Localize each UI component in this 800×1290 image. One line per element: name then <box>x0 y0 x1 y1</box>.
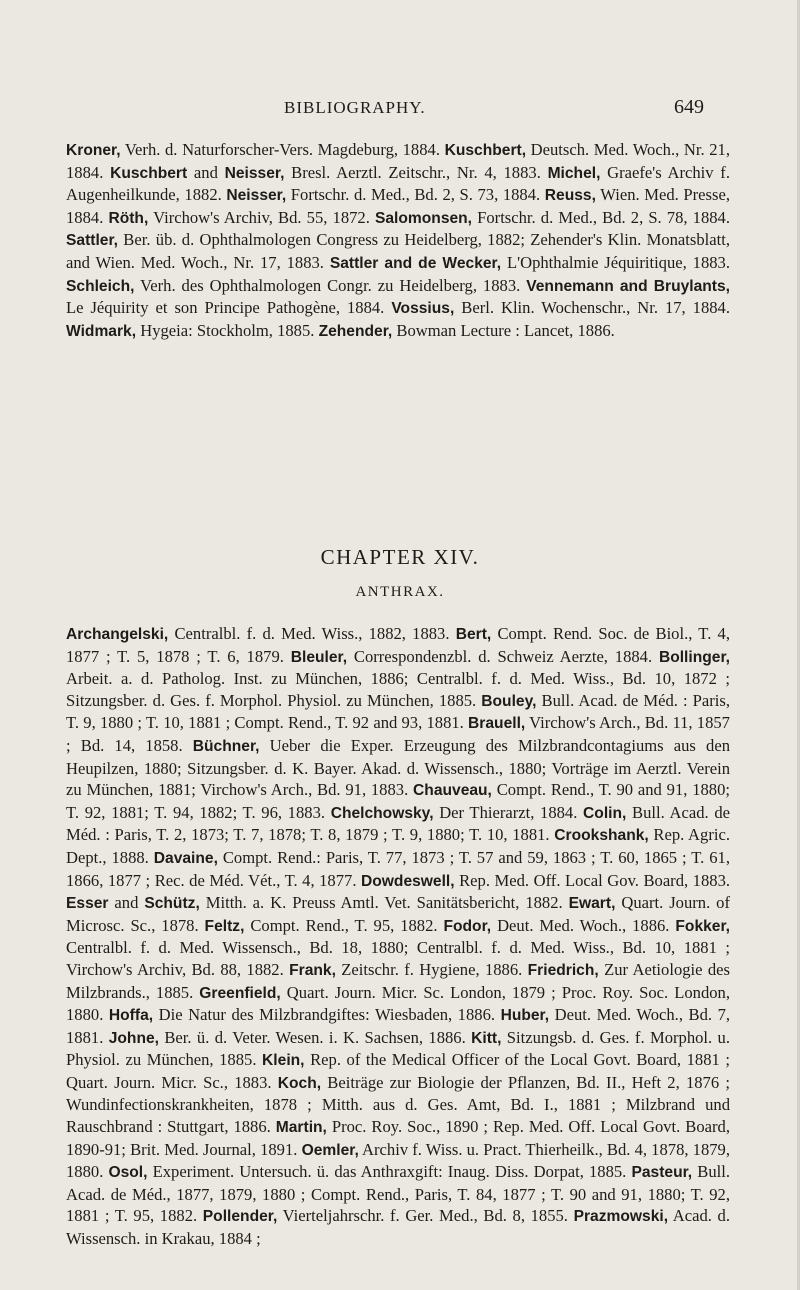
entry-citation: Der Thierarzt, 1884. <box>433 802 584 822</box>
entry-author: Prazmowski, <box>573 1208 669 1226</box>
running-title: BIBLIOGRAPHY. <box>284 98 426 117</box>
entry-citation: Compt. Rend., T. 95, 1882. <box>244 915 444 935</box>
entry-citation: Verh. des Ophthalmologen Congr. zu Heidelberg, 1883. <box>134 275 527 295</box>
entry-author: Ewart, <box>568 895 616 913</box>
entry-author: Michel, <box>547 164 601 182</box>
entry-citation: Rep. of the Medical Officer of the Local Govt. Board, 1881 ; Quart. Journ. Micr. Sc., 1883. <box>66 1050 730 1092</box>
entry-citation: Virchow's Archiv, Bd. 55, 1872. <box>148 207 375 227</box>
entry-citation: Graefe's Archiv f. Augenheilkunde, 1882. <box>66 162 730 205</box>
entry-author: Davaine, <box>153 849 218 867</box>
entry-author: Dowdeswell, <box>361 872 455 890</box>
entry-citation: Bull. Acad. de Méd. : Paris, T. 2, 1873; T. 7, 1878; T. 8, 1879 ; T. 9, 1880; T. 10, 1881. <box>66 802 730 845</box>
entry-citation: Compt. Rend., T. 90 and 91, 1880; T. 92, 1881; T. 94, 1882; T. 96, 1883. <box>66 780 730 822</box>
entry-author: Martin, <box>275 1119 327 1137</box>
bibliography-entry <box>226 185 544 204</box>
entry-citation: Beiträge zur Biologie der Pflanzen, Bd. II., Heft 2, 1876 ; Wundinfectionskrankheiten, 1878 ; Mitth. aus d. Ges. Amt, Bd. I., 1881 ; Milzbrand und Rauschbrand : Stuttgart, 1886. <box>66 1072 730 1137</box>
entry-citation: Le Jéquirity et son Principe Pathogène, 1884. <box>66 298 392 318</box>
entry-citation: Berl. Klin. Wochenschr., Nr. 17, 1884. <box>454 298 730 318</box>
bibliography-entry <box>144 893 568 912</box>
entry-author: Colin, <box>583 804 627 822</box>
bibliography-entry <box>291 647 659 666</box>
entry-author: Huber, <box>500 1007 550 1025</box>
entry-author: Feltz, <box>204 917 245 935</box>
entry-author: Bleuler, <box>290 648 348 666</box>
entry-citation: Arbeit. a. d. Patholog. Inst. zu München, 1886; Centralbl. f. d. Med. Wiss., Bd. 10, 1872 ; Sitzungsber. d. Ges. f. Morphol. Physiol. zu München, 1885. <box>66 669 730 710</box>
entry-author: Pollender, <box>202 1208 278 1226</box>
entry-citation: Quart. Journ. of Microsc. Sc., 1878. <box>66 893 730 935</box>
entry-author: Brauell, <box>468 715 526 733</box>
bibliography-entry <box>66 140 445 159</box>
entry-citation: Bowman Lecture : Lancet, 1886. <box>392 320 615 340</box>
entry-citation: L'Ophthalmie Jéquiritique, 1883. <box>501 252 730 272</box>
entry-citation: Vierteljahrschr. f. Ger. Med., Bd. 8, 1855. <box>277 1206 574 1226</box>
entry-citation: Mitth. a. K. Preuss Amtl. Vet. Sanitätsbericht, 1882. <box>199 893 569 913</box>
entry-citation: Zeitschr. f. Hygiene, 1886. <box>335 959 528 979</box>
entry-citation: Bull. Acad. de Méd. : Paris, T. 9, 1880 ; T. 10, 1881 ; Compt. Rend., T. 92 and 93, 1881. <box>66 690 730 733</box>
bibliography-entry <box>110 163 225 182</box>
entry-citation: Deutsch. Med. Woch., Nr. 21, 1884. <box>66 140 731 182</box>
chapter-title: CHAPTER XIV. <box>320 545 480 569</box>
bibliography-entry <box>203 1206 574 1225</box>
entry-citation: Centralbl. f. d. Med. Wissensch., Bd. 18, 1880; Centralbl. f. d. Med. Wiss., Bd. 10, 1881 ; Virchow's Archiv, Bd. 88, 1882. <box>66 938 730 979</box>
entry-citation: Compt. Rend. Soc. de Biol., T. 4, 1877 ; T. 5, 1878 ; T. 6, 1879. <box>66 624 730 666</box>
entry-author: Chauveau, <box>413 782 492 800</box>
entry-author: Pasteur, <box>631 1164 693 1182</box>
entry-author: Salomonsen, <box>374 209 473 227</box>
entry-author: Reuss, <box>544 187 596 205</box>
entry-author: Kitt, <box>471 1029 502 1047</box>
bibliography-block-continued <box>66 139 730 342</box>
bibliography-entry <box>205 916 444 935</box>
entry-author: Schleich, <box>66 277 135 295</box>
bibliography-entry <box>319 321 615 340</box>
entry-citation: Rep. Agric. Dept., 1888. <box>66 825 730 867</box>
chapter-subtitle: ANTHRAX. <box>355 584 445 600</box>
entry-citation: Die Natur des Milzbrandgiftes: Wiesbaden, 1886. <box>153 1005 501 1025</box>
entry-citation: Proc. Roy. Soc., 1890 ; Rep. Med. Off. Local Govt. Board, 1890-91; Brit. Med. Journal, 1891. <box>66 1117 730 1159</box>
entry-citation: Archiv f. Wiss. u. Pract. Thierheilk., Bd. 4, 1878, 1879, 1880. <box>66 1139 731 1182</box>
entry-author: Archangelski, <box>66 626 169 643</box>
entry-citation: Deut. Med. Woch., Bd. 7, 1881. <box>66 1005 731 1047</box>
bibliography-entry <box>330 253 730 272</box>
entry-author: Bert, <box>455 626 492 643</box>
bibliography-entry <box>66 893 144 912</box>
entry-author: Röth, <box>108 209 149 227</box>
entry-author: Esser <box>66 895 109 913</box>
bibliography-entry <box>66 624 456 643</box>
bibliography-entry <box>108 1162 631 1181</box>
entry-author: Kroner, <box>66 142 121 159</box>
entry-author: Vossius, <box>391 300 455 318</box>
entry-author: Vennemann and Bruylants, <box>526 277 730 295</box>
entry-citation: and <box>108 893 145 913</box>
entry-citation: Fortschr. d. Med., Bd. 2, S. 73, 1884. <box>286 185 545 205</box>
bibliography-entry <box>225 163 548 182</box>
bibliography-entry <box>66 276 526 295</box>
bibliography-entry <box>66 321 319 340</box>
entry-author: Kuschbert <box>110 164 188 182</box>
entry-citation: Sitzungsb. d. Ges. f. Morphol. u. Physiol. zu München, 1885. <box>66 1027 731 1070</box>
entry-author: Johne, <box>108 1029 159 1047</box>
entry-citation: Bull. Acad. de Méd., 1877, 1879, 1880 ; Compt. Rend., Paris, T. 84, 1877 ; T. 90 and 91, 1880; T. 92, 1881 ; T. 95, 1882. <box>66 1162 730 1226</box>
entry-author: Greenfield, <box>199 984 281 1002</box>
bibliography-entry <box>375 208 730 227</box>
entry-author: Kuschbert, <box>444 142 527 159</box>
entry-citation: Hygeia: Stockholm, 1885. <box>136 320 319 340</box>
entry-citation: Ueber die Exper. Erzeugung des Milzbrandcontagiums aus den Heupilzen, 1880; Sitzungsber. d. K. Bayer. Akad. d. Wissensch., 1880; Vorträge im Aerztl. Verein zu München, 1881; Virchow's Arch., Bd. 91, 1883. <box>66 735 730 800</box>
bibliography-entry <box>109 1028 471 1047</box>
bibliography-entry <box>109 1005 501 1024</box>
entry-author: Neisser, <box>226 187 287 205</box>
entry-author: Friedrich, <box>527 961 599 979</box>
entry-citation: Bresl. Aerztl. Zeitschr., Nr. 4, 1883. <box>284 162 548 182</box>
entry-citation: Quart. Journ. Micr. Sc. London, 1879 ; Proc. Roy. Soc. London, 1880. <box>66 982 730 1025</box>
entry-author: Bollinger, <box>658 648 730 666</box>
entry-citation: Wien. Med. Presse, 1884. <box>66 185 730 227</box>
entry-author: Schütz, <box>144 895 200 913</box>
entry-citation: and <box>187 162 225 182</box>
entry-author: Neisser, <box>224 164 285 182</box>
entry-citation: Verh. d. Naturforscher-Vers. Magdeburg, 1884. <box>120 140 445 159</box>
entry-citation: Ber. ü. d. Veter. Wesen. i. K. Sachsen, 1886. <box>158 1027 472 1047</box>
entry-citation: Experiment. Untersuch. ü. das Anthraxgift: Inaug. Diss. Dorpat, 1885. <box>147 1162 632 1182</box>
entry-author: Zehender, <box>318 322 393 340</box>
bibliography-entry <box>108 208 375 227</box>
entry-citation: Deut. Med. Woch., 1886. <box>491 915 676 935</box>
bibliography-entry <box>391 298 730 317</box>
entry-author: Koch, <box>277 1074 322 1092</box>
page-number: 649 <box>674 96 704 118</box>
entry-author: Widmark, <box>66 322 137 340</box>
entry-author: Crookshank, <box>554 827 649 845</box>
entry-author: Chelchowsky, <box>330 804 434 822</box>
entry-citation: Rep. Med. Off. Local Gov. Board, 1883. <box>454 870 731 890</box>
entry-citation: Virchow's Arch., Bd. 11, 1857 ; Bd. 14, 1858. <box>66 713 730 755</box>
entry-citation: Correspondenzbl. d. Schweiz Aerzte, 1884. <box>347 646 659 666</box>
entry-author: Hoffa, <box>108 1007 154 1025</box>
entry-author: Fodor, <box>443 917 492 935</box>
entry-citation: Acad. d. Wissensch. in Krakau, 1884 ; <box>66 1206 730 1249</box>
entry-author: Sattler, <box>66 232 119 250</box>
bibliography-entry <box>331 803 583 822</box>
entry-author: Sattler and de Wecker, <box>329 254 502 272</box>
entry-citation: Ber. üb. d. Ophthalmologen Congress zu Heidelberg, 1882; Zehender's Klin. Monatsblatt, and Wien. Med. Woch., Nr. 17, 1883. <box>66 230 730 272</box>
entry-author: Osol, <box>108 1164 148 1182</box>
entry-author: Klein, <box>262 1052 305 1070</box>
entry-citation: Zur Aetiologie des Milzbrands., 1885. <box>66 959 730 1002</box>
entry-citation: Compt. Rend.: Paris, T. 77, 1873 ; T. 57 and 59, 1863 ; T. 60, 1865 ; T. 61, 1866, 1877 ; Rec. de Méd. Vét., T. 4, 1877. <box>66 847 731 890</box>
bibliography-entry <box>443 916 675 935</box>
page-header <box>0 98 800 128</box>
entry-citation: Centralbl. f. d. Med. Wiss., 1882, 1883. <box>168 624 456 643</box>
bibliography-entry <box>289 960 528 979</box>
entry-author: Bouley, <box>481 692 537 710</box>
entry-author: Oemler, <box>301 1141 359 1159</box>
entry-author: Frank, <box>289 961 336 979</box>
bibliography-block-anthrax <box>66 623 730 1250</box>
entry-author: Büchner, <box>192 737 260 755</box>
entry-citation: Fortschr. d. Med., Bd. 2, S. 78, 1884. <box>472 207 730 227</box>
entry-author: Fokker, <box>675 917 730 935</box>
bibliography-entry <box>361 871 730 890</box>
